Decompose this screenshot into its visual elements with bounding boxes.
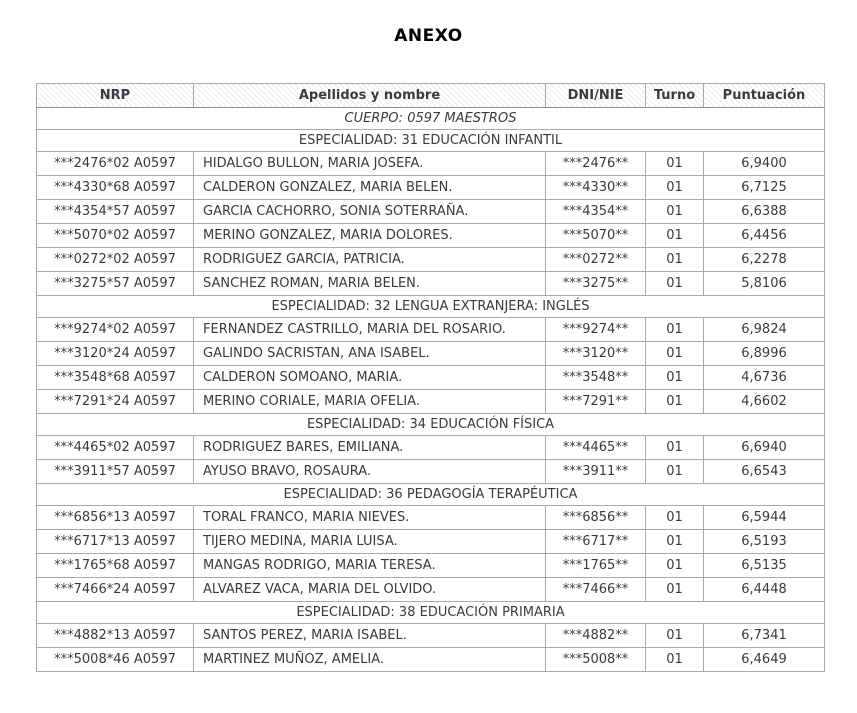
cell-turno: 01 xyxy=(646,272,704,296)
cell-dni: ***4465** xyxy=(546,436,646,460)
table-row xyxy=(37,390,825,414)
cell-turno: 01 xyxy=(646,176,704,200)
cell-name: AYUSO BRAVO, ROSAURA. xyxy=(194,460,546,484)
cell-turno: 01 xyxy=(646,390,704,414)
cell-nrp: ***4330*68 A0597 xyxy=(37,176,194,200)
cell-dni: ***1765** xyxy=(546,554,646,578)
cell-nrp: ***5070*02 A0597 xyxy=(37,224,194,248)
cell-puntuacion: 6,5944 xyxy=(704,506,825,530)
cell-puntuacion: 6,8996 xyxy=(704,342,825,366)
cell-name: GARCIA CACHORRO, SONIA SOTERRAÑA. xyxy=(194,200,546,224)
cell-name: TORAL FRANCO, MARIA NIEVES. xyxy=(194,506,546,530)
results-table xyxy=(36,83,825,672)
cell-puntuacion: 6,2278 xyxy=(704,248,825,272)
cell-turno: 01 xyxy=(646,624,704,648)
cell-dni: ***0272** xyxy=(546,248,646,272)
cell-turno: 01 xyxy=(646,152,704,176)
especialidad-row-label: ESPECIALIDAD: 31 EDUCACIÓN INFANTIL xyxy=(37,130,825,152)
cell-name: MARTINEZ MUÑOZ, AMELIA. xyxy=(194,648,546,672)
cell-dni: ***3548** xyxy=(546,366,646,390)
cell-nrp: ***0272*02 A0597 xyxy=(37,248,194,272)
table-row xyxy=(37,200,825,224)
cell-puntuacion: 6,6388 xyxy=(704,200,825,224)
especialidad-row-label: ESPECIALIDAD: 34 EDUCACIÓN FÍSICA xyxy=(37,414,825,436)
cell-dni: ***4330** xyxy=(546,176,646,200)
table-row xyxy=(37,530,825,554)
column-header-turno: Turno xyxy=(646,84,704,108)
table-row xyxy=(37,272,825,296)
cell-puntuacion: 5,8106 xyxy=(704,272,825,296)
cell-turno: 01 xyxy=(646,200,704,224)
especialidad-row xyxy=(37,296,825,318)
cell-nrp: ***3275*57 A0597 xyxy=(37,272,194,296)
cell-name: CALDERON GONZALEZ, MARIA BELEN. xyxy=(194,176,546,200)
cell-nrp: ***7466*24 A0597 xyxy=(37,578,194,602)
table-row xyxy=(37,152,825,176)
table-row xyxy=(37,648,825,672)
header-row xyxy=(37,84,825,108)
especialidad-row xyxy=(37,602,825,624)
cell-turno: 01 xyxy=(646,342,704,366)
cell-puntuacion: 4,6736 xyxy=(704,366,825,390)
cell-nrp: ***6717*13 A0597 xyxy=(37,530,194,554)
cell-name: FERNANDEZ CASTRILLO, MARIA DEL ROSARIO. xyxy=(194,318,546,342)
cell-name: CALDERON SOMOANO, MARIA. xyxy=(194,366,546,390)
cell-turno: 01 xyxy=(646,436,704,460)
table-row xyxy=(37,578,825,602)
cell-turno: 01 xyxy=(646,648,704,672)
cell-nrp: ***9274*02 A0597 xyxy=(37,318,194,342)
cell-puntuacion: 6,4649 xyxy=(704,648,825,672)
cell-name: RODRIGUEZ GARCIA, PATRICIA. xyxy=(194,248,546,272)
cell-name: SANTOS PEREZ, MARIA ISABEL. xyxy=(194,624,546,648)
especialidad-row xyxy=(37,414,825,436)
cell-dni: ***3120** xyxy=(546,342,646,366)
cell-puntuacion: 4,6602 xyxy=(704,390,825,414)
table-row xyxy=(37,506,825,530)
especialidad-row-label: ESPECIALIDAD: 32 LENGUA EXTRANJERA: INGLÉS xyxy=(37,296,825,318)
cell-dni: ***3911** xyxy=(546,460,646,484)
especialidad-row xyxy=(37,484,825,506)
table-row xyxy=(37,460,825,484)
table-row xyxy=(37,176,825,200)
cell-turno: 01 xyxy=(646,554,704,578)
cell-puntuacion: 6,6543 xyxy=(704,460,825,484)
cell-dni: ***4354** xyxy=(546,200,646,224)
table-row xyxy=(37,624,825,648)
cell-dni: ***7466** xyxy=(546,578,646,602)
cell-turno: 01 xyxy=(646,318,704,342)
table-row xyxy=(37,366,825,390)
cell-puntuacion: 6,5193 xyxy=(704,530,825,554)
cell-dni: ***5070** xyxy=(546,224,646,248)
cell-name: ALVAREZ VACA, MARIA DEL OLVIDO. xyxy=(194,578,546,602)
cell-nrp: ***4354*57 A0597 xyxy=(37,200,194,224)
table-row xyxy=(37,554,825,578)
cell-turno: 01 xyxy=(646,460,704,484)
cell-name: MERINO CORIALE, MARIA OFELIA. xyxy=(194,390,546,414)
column-header-apellidos: Apellidos y nombre xyxy=(194,84,546,108)
cell-nrp: ***3548*68 A0597 xyxy=(37,366,194,390)
cell-nrp: ***2476*02 A0597 xyxy=(37,152,194,176)
cell-dni: ***6717** xyxy=(546,530,646,554)
cell-nrp: ***4882*13 A0597 xyxy=(37,624,194,648)
especialidad-row-label: ESPECIALIDAD: 36 PEDAGOGÍA TERAPÉUTICA xyxy=(37,484,825,506)
column-header-dni: DNI/NIE xyxy=(546,84,646,108)
cuerpo-row xyxy=(37,108,825,130)
cell-nrp: ***3120*24 A0597 xyxy=(37,342,194,366)
table-row xyxy=(37,342,825,366)
cell-dni: ***4882** xyxy=(546,624,646,648)
cell-puntuacion: 6,4448 xyxy=(704,578,825,602)
cell-nrp: ***7291*24 A0597 xyxy=(37,390,194,414)
table-row xyxy=(37,224,825,248)
cell-nrp: ***1765*68 A0597 xyxy=(37,554,194,578)
cell-turno: 01 xyxy=(646,366,704,390)
especialidad-row-label: ESPECIALIDAD: 38 EDUCACIÓN PRIMARIA xyxy=(37,602,825,624)
cell-puntuacion: 6,4456 xyxy=(704,224,825,248)
cell-nrp: ***6856*13 A0597 xyxy=(37,506,194,530)
cell-dni: ***7291** xyxy=(546,390,646,414)
column-header-puntuacion: Puntuación xyxy=(704,84,825,108)
especialidad-row xyxy=(37,130,825,152)
cell-name: MANGAS RODRIGO, MARIA TERESA. xyxy=(194,554,546,578)
table-row xyxy=(37,248,825,272)
cell-puntuacion: 6,9400 xyxy=(704,152,825,176)
page-title: ANEXO xyxy=(394,26,463,46)
table-row xyxy=(37,436,825,460)
cell-dni: ***9274** xyxy=(546,318,646,342)
cell-turno: 01 xyxy=(646,578,704,602)
cell-dni: ***5008** xyxy=(546,648,646,672)
cell-puntuacion: 6,9824 xyxy=(704,318,825,342)
cell-name: RODRIGUEZ BARES, EMILIANA. xyxy=(194,436,546,460)
cell-dni: ***3275** xyxy=(546,272,646,296)
cuerpo-row-label: CUERPO: 0597 MAESTROS xyxy=(37,108,825,130)
cell-turno: 01 xyxy=(646,530,704,554)
cell-puntuacion: 6,5135 xyxy=(704,554,825,578)
column-header-nrp: NRP xyxy=(37,84,194,108)
cell-nrp: ***3911*57 A0597 xyxy=(37,460,194,484)
cell-nrp: ***4465*02 A0597 xyxy=(37,436,194,460)
cell-turno: 01 xyxy=(646,248,704,272)
cell-name: HIDALGO BULLON, MARIA JOSEFA. xyxy=(194,152,546,176)
cell-name: MERINO GONZALEZ, MARIA DOLORES. xyxy=(194,224,546,248)
cell-name: SANCHEZ ROMAN, MARIA BELEN. xyxy=(194,272,546,296)
cell-name: GALINDO SACRISTAN, ANA ISABEL. xyxy=(194,342,546,366)
table-row xyxy=(37,318,825,342)
cell-dni: ***2476** xyxy=(546,152,646,176)
cell-nrp: ***5008*46 A0597 xyxy=(37,648,194,672)
cell-name: TIJERO MEDINA, MARIA LUISA. xyxy=(194,530,546,554)
cell-puntuacion: 6,7341 xyxy=(704,624,825,648)
cell-turno: 01 xyxy=(646,506,704,530)
cell-dni: ***6856** xyxy=(546,506,646,530)
cell-puntuacion: 6,7125 xyxy=(704,176,825,200)
cell-puntuacion: 6,6940 xyxy=(704,436,825,460)
cell-turno: 01 xyxy=(646,224,704,248)
